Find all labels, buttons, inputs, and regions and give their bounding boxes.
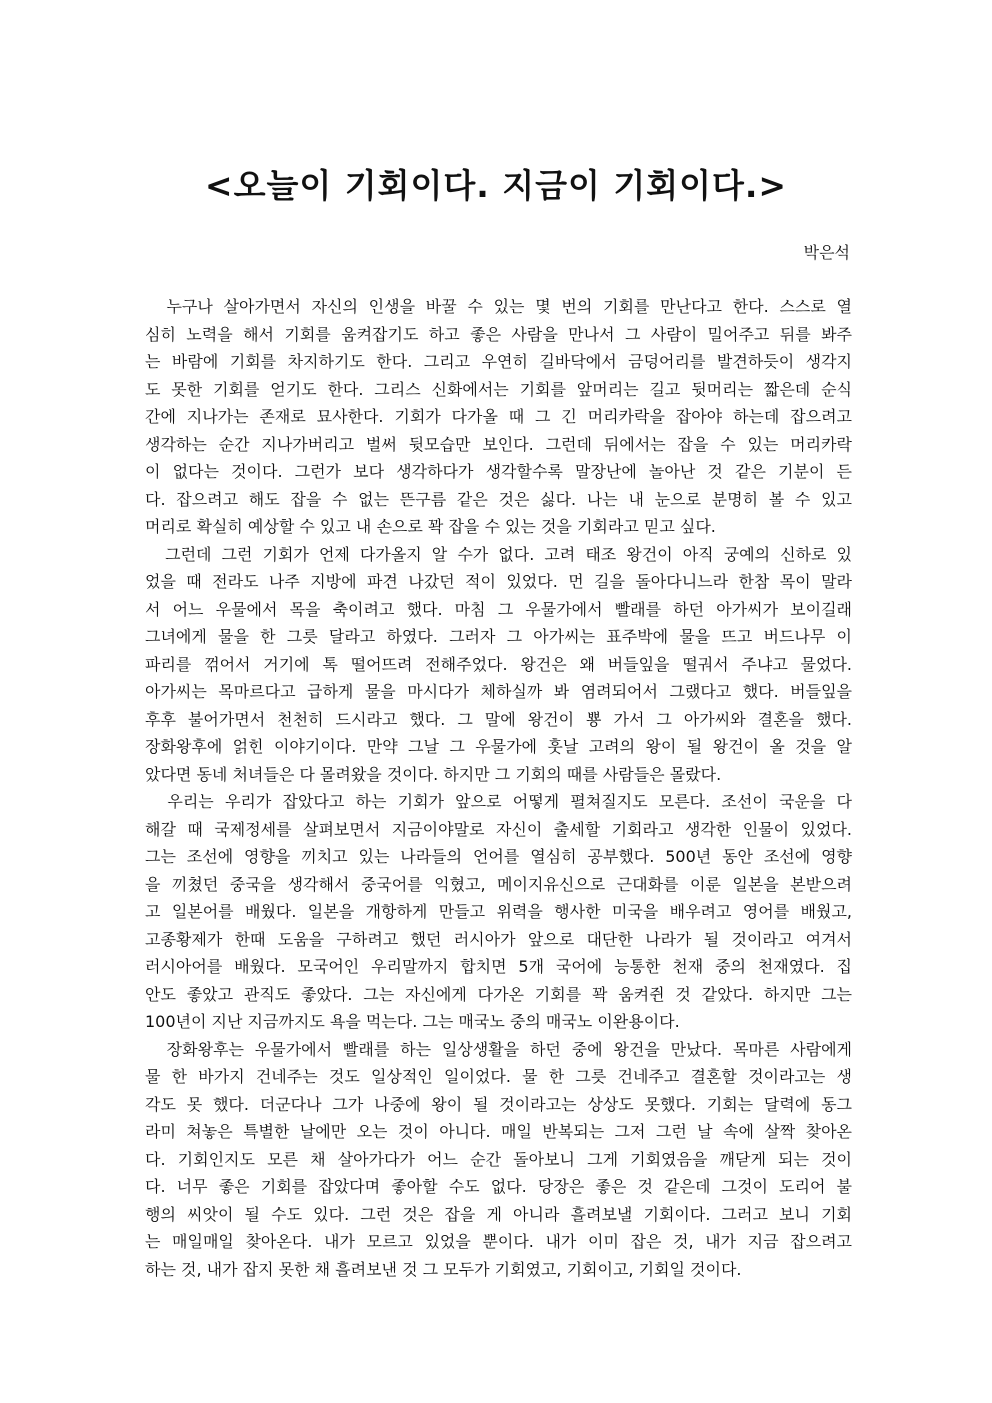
text-line: 파리를 꺾어서 거기에 톡 떨어뜨려 전해주었다. 왕건은 왜 버들잎을 떨궈서 주냐고 물었다. [145,654,852,674]
text-line: 도 못한 기회를 얻기도 한다. 그리스 신화에서는 기회를 앞머리는 길고 뒷머리는 짧은데 순식 [145,379,852,399]
paragraph [145,788,852,1036]
text-line: 안도 좋았고 관직도 좋았다. 그는 자신에게 다가온 기회를 꽉 움켜쥔 것 같았다. 하지만 그는 [145,984,852,1004]
text-line: 행의 씨앗이 될 수도 있다. 그런 것은 잡을 게 아니라 흘려보낼 기회이다. 그러고 보니 기회 [145,1204,852,1224]
text-line: 을 끼쳤던 중국을 생각해서 중국어를 익혔고, 메이지유신으로 근대화를 이룬 일본을 본받으려 [145,874,852,894]
text-line: 다. 너무 좋은 기회를 잡았다며 좋아할 수도 없다. 당장은 좋은 것 같은데 그것이 도리어 불 [145,1177,852,1196]
text-line: 았다면 동네 처녀들은 다 몰려왔을 것이다. 하지만 그 기회의 때를 사람들은 몰랐다. [145,764,722,784]
text-line: 우리는 우리가 잡았다고 하는 기회가 앞으로 어떻게 펼쳐질지도 모른다. 조선이 국운을 다 [145,792,852,811]
text-line: 라미 쳐놓은 특별한 날에만 오는 것이 아니다. 매일 반복되는 그저 그런 날 속에 살짝 찾아온 [145,1122,852,1141]
text-line: 생각하는 순간 지나가버리고 벌써 뒷모습만 보인다. 그런데 뒤에서는 잡을 수 있는 머리카락 [145,434,852,454]
document-body [145,293,852,1283]
text-line: 그녀에게 물을 한 그릇 달라고 하였다. 그러자 그 아가씨는 표주박에 물을 뜨고 버드나무 이 [145,627,852,646]
text-line: 해갈 때 국제정세를 살펴보면서 지금이야말로 자신이 출세할 기회라고 생각한 인물이 있었다. [145,819,852,839]
paragraph [145,1036,852,1284]
paragraph [145,541,852,789]
text-line: 고종황제가 한때 도움을 구하려고 했던 러시아가 앞으로 대단한 나라가 될 것이라고 여겨서 [145,929,852,949]
text-line: 장화왕후에 얽힌 이야기이다. 만약 그날 그 우물가에 훗날 고려의 왕이 될 왕건이 올 것을 알 [145,737,852,756]
document-title: <오늘이 기회이다. 지금이 기회이다.> [204,166,788,205]
text-line: 간에 지나가는 존재로 묘사한다. 기회가 다가올 때 그 긴 머리카락을 잡아야 하는데 잡으려고 [145,407,852,426]
text-line: 누구나 살아가면서 자신의 인생을 바꿀 수 있는 몇 번의 기회를 만난다고 한다. 스스로 열 [145,297,852,316]
text-line: 장화왕후는 우물가에서 빨래를 하는 일상생활을 하던 중에 왕건을 만났다. 목마른 사람에게 [145,1039,852,1059]
author-name: 박은석 [803,243,850,262]
text-line: 각도 못 했다. 더군다나 그가 나중에 왕이 될 것이라고는 상상도 못했다. 기회는 달력에 동그 [145,1094,852,1114]
text-line: 머리로 확실히 예상할 수 있고 내 손으로 꽉 잡을 수 있는 것을 기회라고 믿고 싶다. [145,517,716,536]
text-line: 물 한 바가지 건네주는 것도 일상적인 일이었다. 물 한 그릇 건네주고 결혼할 것이라고는 생 [145,1067,852,1086]
text-line: 다. 잡으려고 해도 잡을 수 없는 뜬구름 같은 것은 싫다. 나는 내 눈으로 분명히 볼 수 있고 [145,489,852,509]
text-line: 하는 것, 내가 잡지 못한 채 흘려보낸 것 그 모두가 기회였고, 기회이고, 기회일 것이다. [145,1259,742,1279]
text-line: 심히 노력을 해서 기회를 움켜잡기도 하고 좋은 사람을 만나서 그 사람이 밀어주고 뒤를 봐주 [145,324,852,344]
text-line: 후후 불어가면서 천천히 드시라고 했다. 그 말에 왕건이 뿅 가서 그 아가씨와 결혼을 했다. [145,709,852,729]
text-line: 그런데 그런 기회가 언제 다가올지 알 수가 없다. 고려 태조 왕건이 아직 궁예의 신하로 있 [145,544,852,564]
text-line: 는 매일매일 찾아온다. 내가 모르고 있었을 뿐이다. 내가 이미 잡은 것, 내가 지금 잡으려고 [145,1232,852,1251]
text-line: 그는 조선에 영향을 끼치고 있는 나라들의 언어를 열심히 공부했다. 500년 동안 조선에 영향 [145,847,852,866]
text-line: 는 바람에 기회를 차지하기도 한다. 그리고 우연히 길바닥에서 금덩어리를 발견하듯이 생각지 [145,352,852,371]
text-line: 었을 때 전라도 나주 지방에 파견 나갔던 적이 있었다. 먼 길을 돌아다니느라 한참 목이 말라 [145,572,852,591]
text-line: 이 없다는 것이다. 그런가 보다 생각하다가 생각할수록 말장난에 놀아난 것 같은 기분이 든 [145,462,852,481]
text-line: 서 어느 우물에서 목을 축이려고 했다. 마침 그 우물가에서 빨래를 하던 아가씨가 보이길래 [145,599,852,619]
paragraph [145,293,852,541]
text-line: 러시아어를 배웠다. 모국어인 우리말까지 합치면 5개 국어에 능통한 천재 중의 천재였다. 집 [145,957,852,976]
text-line: 다. 기회인지도 모른 채 살아가다가 어느 순간 돌아보니 그게 기회였음을 깨닫게 되는 것이 [145,1149,852,1169]
text-line: 100년이 지난 지금까지도 욕을 먹는다. 그는 매국노 중의 매국노 이완용이다. [145,1012,680,1031]
text-line: 고 일본어를 배웠다. 일본을 개항하게 만들고 위력을 행사한 미국을 배우려고 영어를 배웠고, [145,902,852,921]
text-line: 아가씨는 목마르다고 급하게 물을 마시다가 체하실까 봐 염려되어서 그랬다고 했다. 버들잎을 [145,682,852,701]
